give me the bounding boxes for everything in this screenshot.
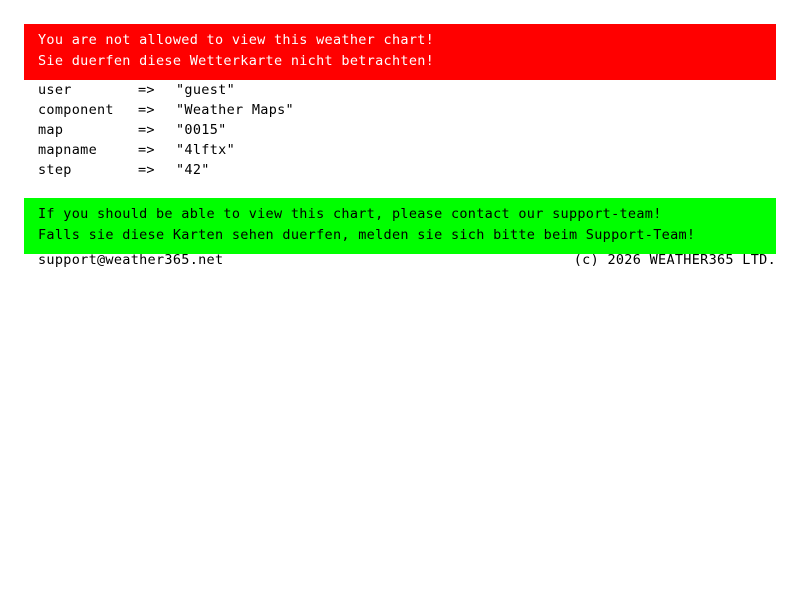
param-arrow: =>: [138, 82, 155, 98]
param-value: "42": [176, 162, 210, 178]
info-banner-line-de: Falls sie diese Karten sehen duerfen, melden sie sich bitte beim Support-Team!: [38, 227, 696, 243]
param-key: user: [38, 82, 72, 98]
support-email[interactable]: support@weather365.net: [38, 252, 224, 268]
param-key: map: [38, 122, 64, 138]
parameter-table: [38, 80, 294, 180]
param-value: "0015": [176, 122, 227, 138]
table-row: [38, 140, 294, 160]
param-key: mapname: [38, 142, 97, 158]
table-row: [38, 100, 294, 120]
error-banner-line-de: Sie duerfen diese Wetterkarte nicht betrachten!: [38, 53, 435, 69]
copyright-notice: (c) 2026 WEATHER365 LTD.: [573, 252, 776, 268]
info-banner-line-en: If you should be able to view this chart, please contact our support-team!: [38, 206, 662, 222]
param-value: "Weather Maps": [176, 102, 294, 118]
param-value: "4lftx": [176, 142, 235, 158]
param-arrow: =>: [138, 122, 155, 138]
table-row: [38, 120, 294, 140]
param-value: "guest": [176, 82, 235, 98]
table-row: [38, 80, 294, 100]
param-arrow: =>: [138, 102, 155, 118]
error-banner: [24, 24, 776, 80]
table-row: [38, 160, 294, 180]
param-arrow: =>: [138, 162, 155, 178]
param-key: step: [38, 162, 72, 178]
info-banner: [24, 198, 776, 254]
error-banner-line-en: You are not allowed to view this weather chart!: [38, 32, 435, 48]
param-key: component: [38, 102, 114, 118]
param-arrow: =>: [138, 142, 155, 158]
